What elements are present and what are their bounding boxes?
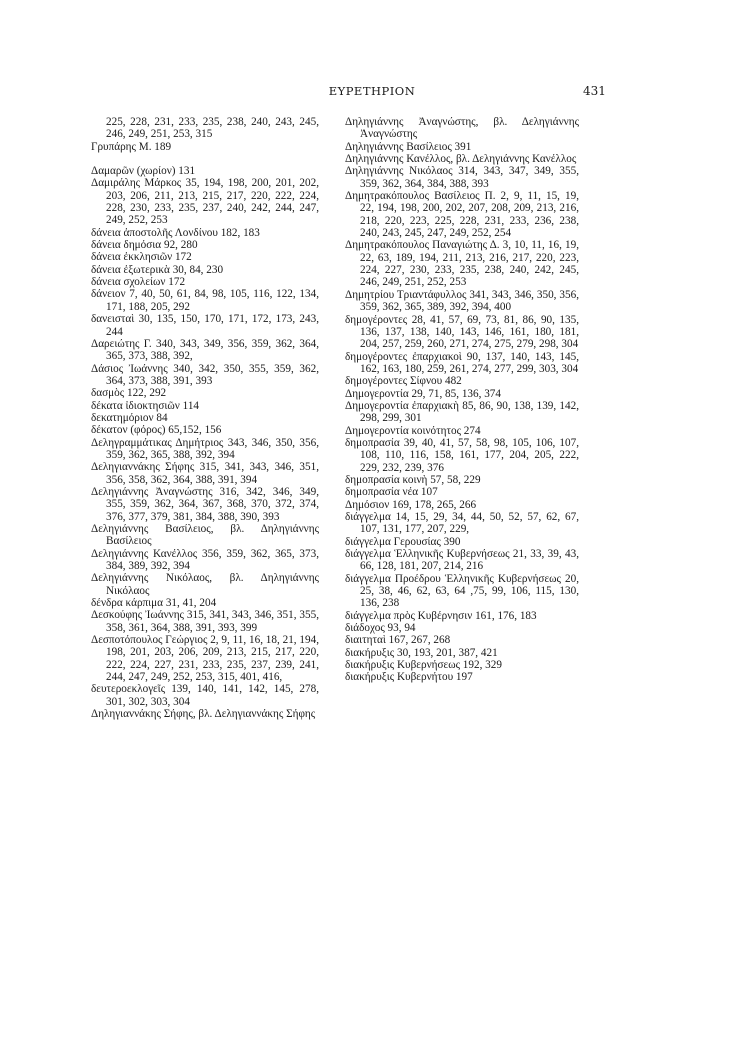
index-entry: διακήρυξις 30, 193, 201, 387, 421 — [345, 646, 498, 659]
index-entry: δευτεροεκλογεῖς 139, 140, 141, 142, 145, 278, 301, 302, 303, 304 — [91, 683, 319, 708]
index-column-left — [91, 116, 319, 721]
index-entry: διαιτηταὶ 167, 267, 268 — [345, 634, 451, 647]
index-entry: διάγγελμα Ἑλληνικῆς Κυβερνήσεως 21, 33, 39, 43, 66, 128, 181, 207, 214, 216 — [345, 548, 579, 573]
index-entry: Δημογεροντία 29, 71, 85, 136, 374 — [345, 387, 501, 400]
index-entry: Δεληγιάννης Νικόλαος, βλ. Δηληγιάννης Νικόλαος — [91, 572, 319, 597]
index-entry: διάγγελμα 14, 15, 29, 34, 44, 50, 52, 57, 62, 67, 107, 131, 177, 207, 229, — [345, 511, 579, 536]
index-entry: Δαμιράλης Μάρκος 35, 194, 198, 200, 201, 202, 203, 206, 211, 213, 215, 217, 220, 222, 224, 228, 230, 233, 235, 237, 240, 242, 244, 247, 249, 252, 253 — [91, 177, 319, 227]
index-entry: Δημογεροντία ἐπαρχιακὴ 85, 86, 90, 138, 139, 142, 298, 299, 301 — [345, 399, 579, 425]
index-entry: δένδρα κάρπιμα 31, 41, 204 — [91, 597, 217, 610]
index-entry: δασμὸς 122, 292 — [91, 387, 167, 400]
index-entry: Δεληγραμμάτικας Δημήτριος 343, 346, 350, 356, 359, 362, 365, 388, 392, 394 — [91, 436, 319, 461]
index-entry: Δεληγιάννης Κανέλλος 356, 359, 362, 365, 373, 384, 389, 392, 394 — [91, 547, 319, 573]
index-entry: Γρυπάρης Μ. 189 — [91, 140, 172, 153]
index-entry: δάνεια ἐκκλησιῶν 172 — [91, 251, 192, 264]
index-entry: Δημόσιον 169, 178, 265, 266 — [345, 498, 477, 511]
index-entry: δημογέροντες ἐπαρχιακοὶ 90, 137, 140, 143, 145, 162, 163, 180, 259, 261, 274, 277, 299, 303, 304 — [345, 350, 579, 375]
index-entry: διάδοχος 93, 94 — [345, 622, 416, 635]
index-entry: Δηληγιάννης Νικόλαος 314, 343, 347, 349, 355, 359, 362, 364, 384, 388, 393 — [345, 165, 579, 190]
index-entry: Δηληγιαννάκης Σήφης, βλ. Δεληγιαννάκης Σήφης — [91, 708, 316, 721]
index-entry: Δημητρίου Τριαντάφυλλος 341, 343, 346, 350, 356, 359, 362, 365, 389, 392, 394, 400 — [345, 288, 579, 314]
index-entry: δάνεια ἀποστολῆς Λονδίνου 182, 183 — [91, 226, 260, 239]
index-entry: 225, 228, 231, 233, 235, 238, 240, 243, 245, 246, 249, 251, 253, 315 — [106, 116, 319, 141]
index-entry: Δεληγιάννης Ἀναγνώστης 316, 342, 346, 349, 355, 359, 362, 364, 367, 368, 370, 372, 374, 376, 377, 379, 381, 384, 388, 390, 393 — [91, 485, 319, 523]
index-entry: δάνεια δημόσια 92, 280 — [91, 239, 198, 252]
index-entry: Δηληγιάννης Ἀναγνώστης, βλ. Δεληγιάννης Ἀναγνώστης — [345, 116, 579, 141]
index-entry: Δημητρακόπουλος Παναγιώτης Δ. 3, 10, 11, 16, 19, 22, 63, 189, 194, 211, 213, 216, 217, 220, 223, 224, 227, 230, 233, 235, 238, 240, 242, 245, 246, 249, 251, 252, 253 — [345, 239, 579, 289]
index-entry: δανεισταὶ 30, 135, 150, 170, 171, 172, 173, 243, 244 — [91, 313, 319, 338]
index-entry: δάνειον 7, 40, 50, 61, 84, 98, 105, 116, 122, 134, 171, 188, 205, 292 — [91, 288, 319, 313]
index-entry: δημοπρασία νέα 107 — [345, 486, 438, 499]
index-entry: Δαρειώτης Γ. 340, 343, 349, 356, 359, 362, 364, 365, 373, 388, 392, — [91, 337, 319, 363]
entry-gap — [91, 153, 319, 165]
index-column-right — [345, 116, 579, 684]
index-entry: διάγγελμα Γερουσίας 390 — [345, 535, 461, 548]
index-entry: Δεληγιαννάκης Σήφης 315, 341, 343, 346, 351, 356, 358, 362, 364, 388, 391, 394 — [91, 461, 319, 486]
index-entry: Δηληγιάννης Κανέλλος, βλ. Δεληγιάννης Κανέλλος — [345, 153, 577, 166]
index-entry: δάνεια σχολείων 172 — [91, 276, 186, 289]
index-entry: δέκατον (φόρος) 65,152, 156 — [91, 424, 222, 437]
index-entry: διακήρυξις Κυβερνήτου 197 — [345, 671, 473, 684]
index-entry: Δημητρακόπουλος Βασίλειος Π. 2, 9, 11, 15, 19, 22, 194, 198, 200, 202, 207, 208, 209, 213, 216, 218, 220, 223, 225, 228, 231, 233, 236, 238, 240, 243, 245, 247, 249, 252, 254 — [345, 190, 579, 240]
index-entry: Δημογεροντία κοινότητος 274 — [345, 424, 481, 437]
page-number: 431 — [583, 84, 606, 98]
page-header — [0, 84, 744, 102]
index-entry: δημοπρασία 39, 40, 41, 57, 58, 98, 105, 106, 107, 108, 110, 116, 158, 161, 177, 204, 205, 222, 229, 232, 239, 376 — [345, 436, 579, 474]
index-entry: Δάσιος Ἰωάννης 340, 342, 350, 355, 359, 362, 364, 373, 388, 391, 393 — [91, 362, 319, 387]
index-entry: Δεληγιάννης Βασίλειος, βλ. Δηληγιάννης Βασίλειος — [91, 523, 319, 548]
index-entry: δάνεια ἐξωτερικὰ 30, 84, 230 — [91, 263, 224, 276]
page-title: ΕΥΡΕΤΗΡΙΟΝ — [328, 84, 416, 98]
index-entry: δημοπρασία κοινὴ 57, 58, 229 — [345, 473, 481, 486]
index-entry: διάγγελμα Προέδρου Ἑλληνικῆς Κυβερνήσεως 20, 25, 38, 46, 62, 63, 64 ,75, 99, 106, 115, 130, 136, 238 — [345, 572, 579, 610]
index-entry: διακήρυξις Κυβερνήσεως 192, 329 — [345, 659, 502, 672]
index-entry: Δεσκούφης Ἰωάννης 315, 341, 343, 346, 351, 355, 358, 361, 364, 388, 391, 393, 399 — [91, 609, 319, 634]
index-entry: δέκατα ἰδιοκτησιῶν 114 — [91, 399, 200, 412]
index-entry: δημογέροντες 28, 41, 57, 69, 73, 81, 86, 90, 135, 136, 137, 138, 140, 143, 146, 161, 180, 181, 204, 257, 259, 260, 271, 274, 275, 279, 298, 304 — [345, 313, 579, 351]
index-entry: Δηληγιάννης Βασίλειος 391 — [345, 140, 472, 153]
index-entry: Δαμαρῶν (χωρίον) 131 — [91, 165, 196, 178]
index-entry: διάγγελμα πρὸς Κυβέρνησιν 161, 176, 183 — [345, 609, 537, 622]
index-entry: Δεσποτόπουλος Γεώργιος 2, 9, 11, 16, 18, 21, 194, 198, 201, 203, 206, 209, 213, 215, 217, 220, 222, 224, 227, 231, 233, 235, 237, 239, 241, 244, 247, 249, 252, 253, 315, 401, 416, — [91, 634, 319, 684]
index-entry: δεκατημόριον 84 — [91, 411, 168, 424]
index-entry: δημογέροντες Σίφνου 482 — [345, 375, 462, 388]
